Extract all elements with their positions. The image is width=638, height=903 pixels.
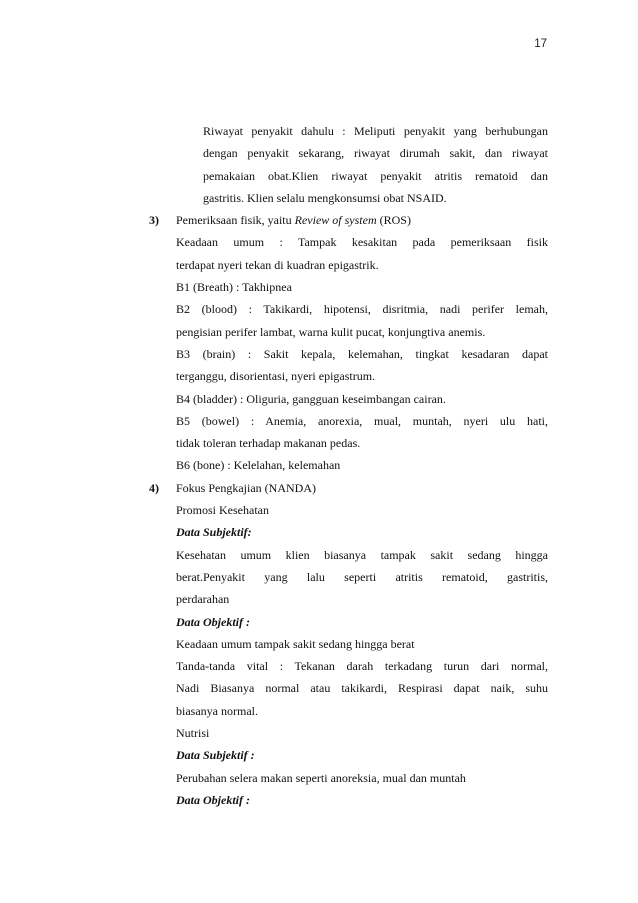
text-line: Tanda-tanda vital : Tekanan darah terkadang turun dari normal, bbox=[176, 659, 548, 674]
text-line: pemakaian obat.Klien riwayat penyakit atritis rematoid dan bbox=[203, 168, 548, 183]
item3-heading-italic: Review of system bbox=[294, 213, 377, 228]
text-line: terdapat nyeri tekan di kuadran epigastrik. bbox=[176, 257, 379, 272]
text-line: B4 (bladder) : Oliguria, gangguan keseimbangan cairan. bbox=[176, 391, 446, 406]
text-line: tidak toleran terhadap makanan pedas. bbox=[176, 436, 361, 451]
text-line: terganggu, disorientasi, nyeri epigastrum. bbox=[176, 369, 376, 384]
data-objektif-label: Data Objektif : bbox=[176, 614, 250, 629]
text-line: Perubahan selera makan seperti anoreksia, mual dan muntah bbox=[176, 770, 466, 785]
document-body bbox=[149, 120, 548, 811]
item3-number: 3) bbox=[149, 213, 159, 228]
nutrisi-title: Nutrisi bbox=[176, 726, 210, 741]
data-subjektif-label: Data Subjektif: bbox=[176, 525, 252, 540]
item4-body bbox=[176, 499, 548, 811]
item3-heading-suffix: (ROS) bbox=[376, 213, 411, 228]
text-line: pengisian perifer lambat, warna kulit pucat, konjungtiva anemis. bbox=[176, 324, 486, 339]
text-line: berat.Penyakit yang lalu seperti atritis rematoid, gastritis, bbox=[176, 569, 548, 584]
text-line: Keadaan umum : Tampak kesakitan pada pemeriksaan fisik bbox=[176, 235, 548, 250]
text-line: B1 (Breath) : Takhipnea bbox=[176, 280, 292, 295]
item3-heading bbox=[149, 209, 548, 231]
promosi-title: Promosi Kesehatan bbox=[176, 503, 269, 518]
text-line: B3 (brain) : Sakit kepala, kelemahan, tingkat kesadaran dapat bbox=[176, 346, 548, 361]
text-line: Kesehatan umum klien biasanya tampak sakit sedang hingga bbox=[176, 547, 548, 562]
item4-heading bbox=[149, 477, 548, 499]
text-line: dengan penyakit sekarang, riwayat dirumah sakit, dan riwayat bbox=[203, 146, 548, 161]
text-line: Keadaan umum tampak sakit sedang hingga berat bbox=[176, 636, 415, 651]
text-line: Nadi Biasanya normal atau takikardi, Respirasi dapat naik, suhu bbox=[176, 681, 548, 696]
data-objektif-label: Data Objektif : bbox=[176, 792, 250, 807]
text-line: B2 (blood) : Takikardi, hipotensi, disritmia, nadi perifer lemah, bbox=[176, 302, 548, 317]
item3-body bbox=[176, 231, 548, 476]
page-number: 17 bbox=[534, 38, 547, 50]
item4-heading-text: Fokus Pengkajian (NANDA) bbox=[176, 480, 316, 495]
text-line: B6 (bone) : Kelelahan, kelemahan bbox=[176, 458, 341, 473]
data-subjektif-label: Data Subjektif : bbox=[176, 748, 255, 763]
item4-number: 4) bbox=[149, 480, 159, 495]
text-line: B5 (bowel) : Anemia, anorexia, mual, muntah, nyeri ulu hati, bbox=[176, 413, 548, 428]
riwayat-dahulu-paragraph bbox=[176, 120, 548, 209]
text-line: biasanya normal. bbox=[176, 703, 258, 718]
text-line: Riwayat penyakit dahulu : Meliputi penyakit yang berhubungan bbox=[203, 124, 548, 138]
text-line: perdarahan bbox=[176, 592, 230, 607]
item3-heading-prefix: Pemeriksaan fisik, yaitu bbox=[176, 213, 295, 228]
text-line: gastritis. Klien selalu mengkonsumsi obat NSAID. bbox=[203, 190, 447, 205]
